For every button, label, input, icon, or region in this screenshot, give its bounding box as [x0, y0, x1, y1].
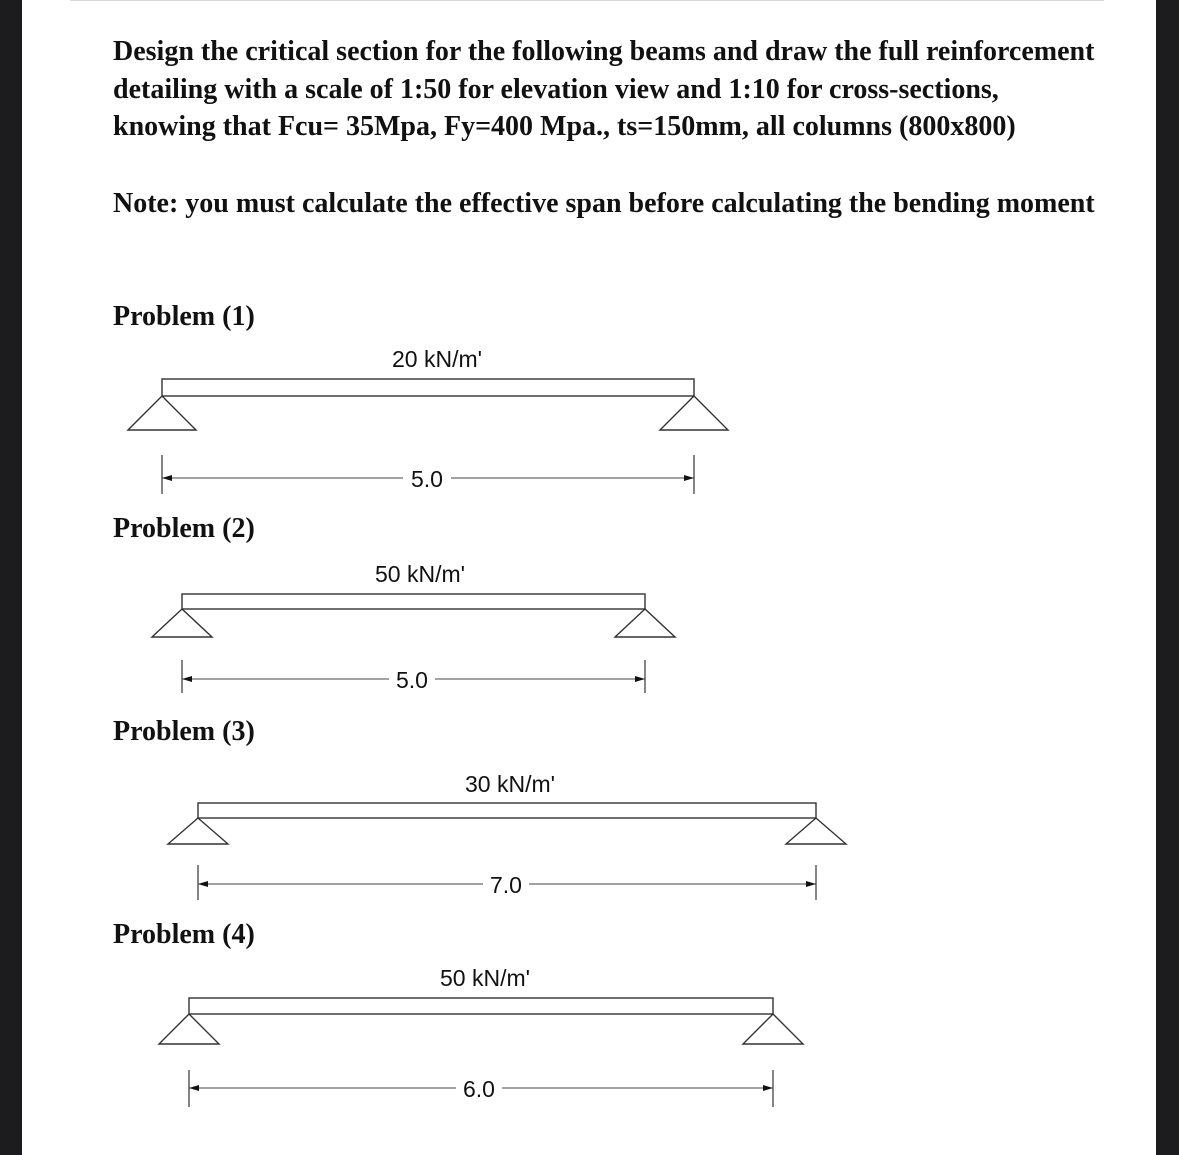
- problem-3-load-label: 30 kN/m': [464, 771, 556, 797]
- problem-3-left-support: [168, 818, 228, 844]
- problem-statement: Design the critical section for the following beams and draw the full reinforcement detailing with a scale of 1:50 for elevation view and 1:10 for cross-sections, knowing that Fcu= 35Mpa, Fy=400 Mpa., ts=150mm, all columns (800x800): [113, 36, 1095, 142]
- problem-1-beam: [162, 379, 694, 396]
- problem-2-span-label: 5.0: [396, 667, 428, 693]
- problem-4-diagram: [159, 965, 803, 1107]
- problem-2-heading: Problem (2): [113, 513, 255, 544]
- problem-4-right-support: [743, 1014, 803, 1044]
- problem-4-span-label: 6.0: [463, 1076, 495, 1102]
- problem-3-span-label: 7.0: [490, 872, 522, 898]
- problem-2-right-support: [615, 609, 675, 637]
- problem-3-diagram: [168, 771, 846, 900]
- note-text: Note: you must calculate the effective span before calculating the bending moment: [113, 188, 1095, 219]
- problem-1-right-support: [660, 396, 728, 430]
- problem-4-heading: Problem (4): [113, 919, 255, 950]
- problem-1-heading: Problem (1): [113, 301, 255, 332]
- problem-1-left-support: [128, 396, 196, 430]
- problem-2-left-support: [152, 609, 212, 637]
- problem-2-diagram: [152, 561, 675, 693]
- problem-4-load-label: 50 kN/m': [439, 965, 531, 991]
- problem-3-heading: Problem (3): [113, 716, 255, 747]
- problem-2-load-label: 50 kN/m': [374, 561, 466, 587]
- document-page: [22, 0, 1156, 1155]
- problem-4-left-support: [159, 1014, 219, 1044]
- problem-1-load-label: 20 kN/m': [391, 346, 483, 372]
- problem-2-beam: [182, 594, 645, 609]
- problem-4-beam: [189, 998, 773, 1014]
- problem-3-beam: [198, 803, 816, 818]
- beam-figures: [22, 0, 1156, 1155]
- problem-3-right-support: [786, 818, 846, 844]
- problem-1-diagram: [128, 346, 728, 494]
- problem-1-span-label: 5.0: [411, 466, 443, 492]
